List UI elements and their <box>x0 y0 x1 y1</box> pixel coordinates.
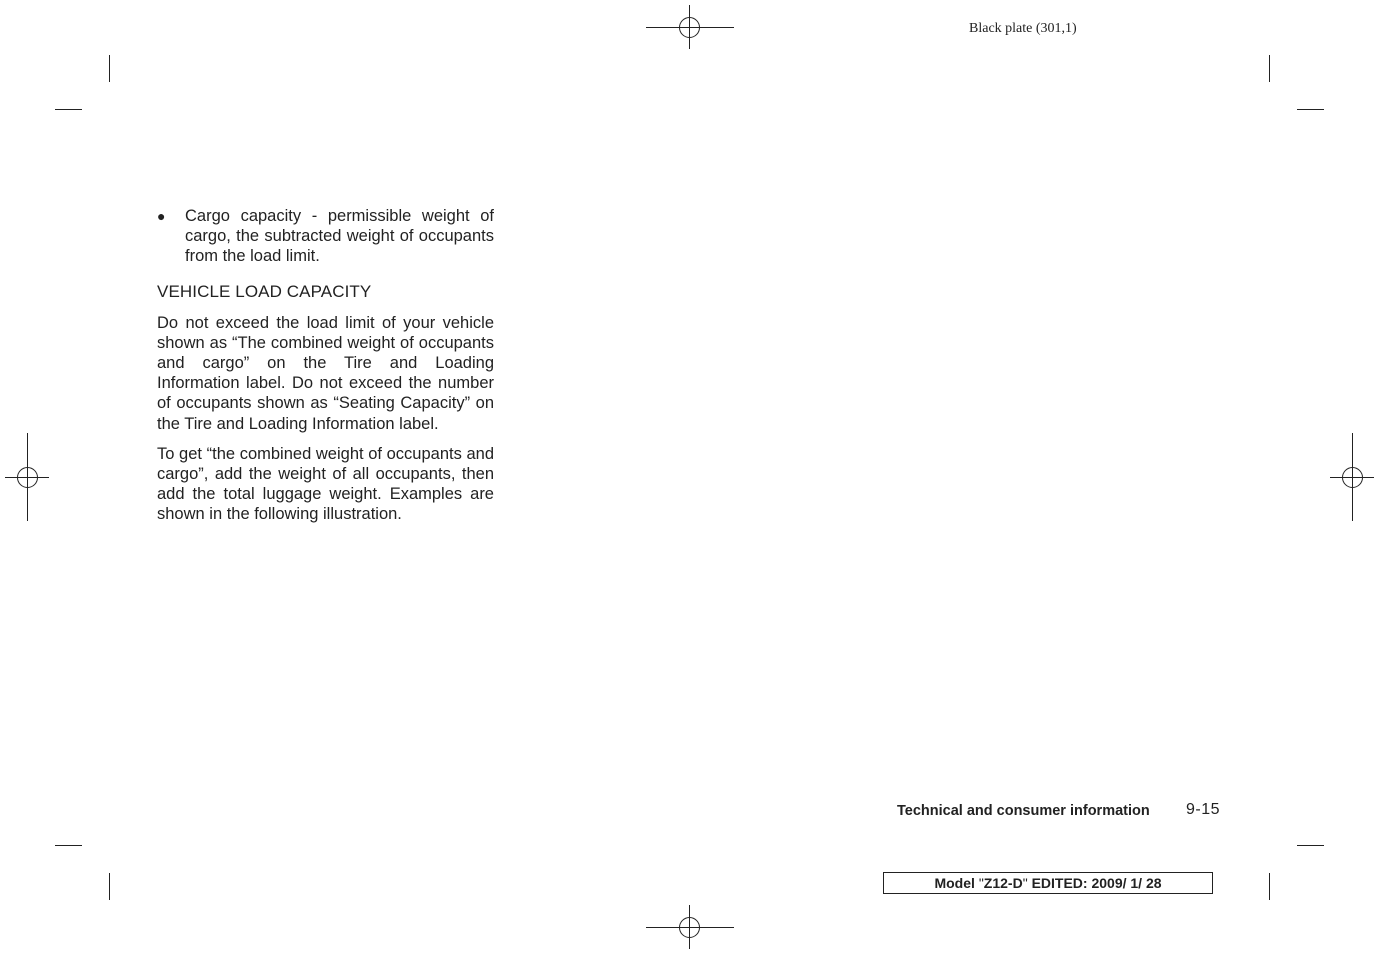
section-heading: VEHICLE LOAD CAPACITY <box>157 281 372 301</box>
page-number: 9-15 <box>1186 801 1221 818</box>
crop-mark-top-right-h <box>1297 109 1324 110</box>
text-column <box>157 206 494 525</box>
edited-label: EDITED: <box>1031 875 1088 891</box>
registration-mark-left-circle <box>17 467 38 488</box>
bullet-item-text: Cargo capacity - permissible weight of cargo, the subtracted weight of occupants from the load limit. <box>185 207 494 266</box>
crop-mark-top-left-v <box>109 55 110 82</box>
footer-section-name: Technical and consumer information <box>897 803 1150 819</box>
registration-mark-top-circle <box>679 17 700 38</box>
crop-mark-top-left-h <box>55 109 82 110</box>
model-edit-box <box>883 872 1213 894</box>
model-code-open-quote: " <box>978 875 984 891</box>
crop-mark-bottom-left-v <box>109 873 110 900</box>
paragraph-combined-weight: To get “the combined weight of occupants and cargo”, add the weight of all occupants, then add the total luggage weight. Examples are shown in the following illustration. <box>157 444 494 524</box>
registration-mark-bottom-circle <box>679 917 700 938</box>
plate-label: Black plate (301,1) <box>969 21 1077 36</box>
bullet-item <box>157 206 494 267</box>
crop-mark-bottom-right-v <box>1269 873 1270 900</box>
crop-mark-bottom-right-h <box>1297 845 1324 846</box>
paragraph-load-limit: Do not exceed the load limit of your vehicle shown as “The combined weight of occupants and cargo” on the Tire and Loading Information label. Do not exceed the number of occupants shown as “Seating Capacity” on the Tire and Loading Information label. <box>157 313 494 433</box>
model-code: Z12-D <box>983 875 1023 891</box>
crop-mark-bottom-left-h <box>55 845 82 846</box>
model-code-close-quote: " <box>1022 875 1028 891</box>
registration-mark-right-circle <box>1342 467 1363 488</box>
edited-date: 2009/ 1/ 28 <box>1091 875 1162 891</box>
model-prefix: Model <box>934 875 975 891</box>
bullet-dot-icon: ● <box>157 208 166 224</box>
crop-mark-top-right-v <box>1269 55 1270 82</box>
